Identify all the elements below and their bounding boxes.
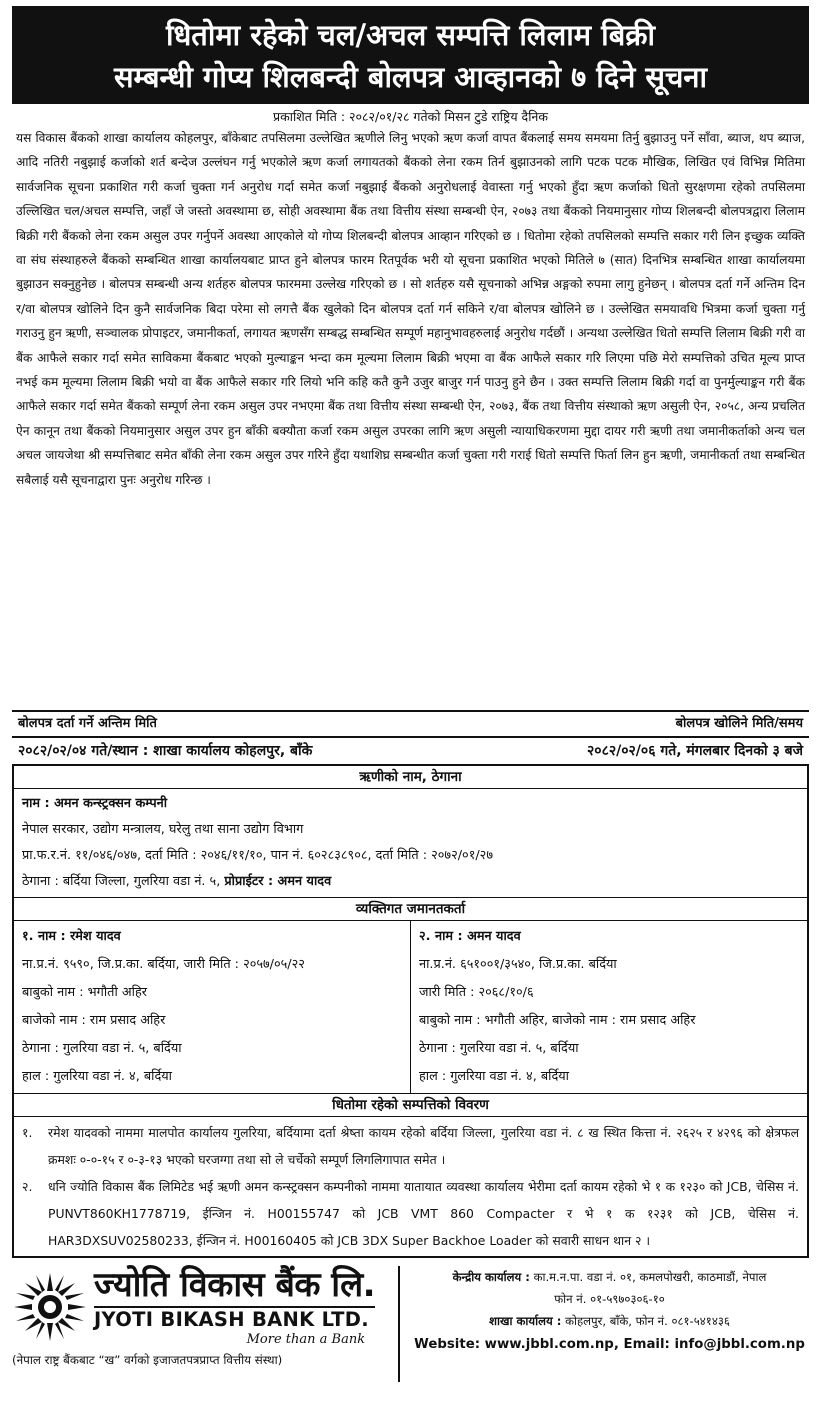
property-item-text: रमेश यादवको नाममा मालपोत कार्यालय गुलरिया, बर्दियामा दर्ता श्रेष्ता कायम रहेको बर्दिया जिल्ला, गुलरिया वडा नं. ८ ख स्थित कित्ता नं. २६२५ र ४२९६ को क्षेत्रफल क्रमशः ०-०-१५ र ०-३-१३ भएको घरजग्गा तथा सो ले चर्चेको सम्पूर्ण लिगलिगापात समेत । xyxy=(48,1125,799,1167)
guarantor-1-line-3: बाजेको नाम : राम प्रसाद अहिर xyxy=(22,1013,166,1028)
dates-labels-row xyxy=(12,712,809,738)
bank-name-english: JYOTI BIKASH BANK LTD. xyxy=(94,1306,375,1332)
borrower-details xyxy=(14,789,807,897)
branch-office-details: कोहलपुर, बाँके, फोन नं. ०८१-५४१४३६ xyxy=(565,1314,730,1328)
bank-name-block xyxy=(94,1266,375,1347)
sunburst-logo-icon xyxy=(12,1271,88,1343)
guarantors-section xyxy=(14,921,807,1093)
guarantor-1 xyxy=(14,921,411,1093)
guarantor-2-line-1: ना.प्र.नं. ६५१००१/३५४०, जि.प्र.का. बर्दिया xyxy=(419,957,617,972)
borrower-address xyxy=(22,869,799,895)
title-line-1: धितोमा रहेको चल/अचल सम्पत्ति लिलाम बिक्री xyxy=(165,18,656,52)
bank-contact xyxy=(400,1266,809,1382)
central-office-phone: फोन नं. ०१-५९७०३०६-१० xyxy=(554,1292,665,1306)
details-table xyxy=(12,764,809,1258)
guarantor-2-line-4: ठेगाना : गुलरिया वडा नं. ५, बर्दिया xyxy=(419,1041,579,1056)
property-details xyxy=(14,1117,807,1256)
property-item-text: धनि ज्योति विकास बैंक लिमिटेड भई ऋणी अमन कन्स्ट्रक्सन कम्पनीको नाममा यातायात व्यवस्था कार्यालय भेरीमा दर्ता कायम रहेको भे १ क १२३० को JCB, चेसिस नं. PUNVT860KH1778719, ईन्जिन नं. H00155747 को JCB VMT 860 Compacter र भे १ क १२३१ को JCB, चेसिस नं. HAR3DXSUV02580233, ईन्जिन नं. H00160405 को JCB 3DX Super Backhoe Loader को सवारी साधन थान २ । xyxy=(48,1179,799,1248)
opening-date-value: २०८२/०२/०६ गते, मंगलबार दिनको ३ बजे xyxy=(587,743,803,759)
property-item xyxy=(22,1173,799,1254)
property-heading: धितोमा रहेको सम्पत्तिको विवरण xyxy=(14,1093,807,1117)
license-note: (नेपाल राष्ट्र बैंकबाट “ख” वर्गको इजाजतपत्रप्राप्त वित्तीय संस्था) xyxy=(12,1353,283,1367)
bank-logo-row xyxy=(12,1266,392,1347)
guarantor-2-name: २. नाम : अमन यादव xyxy=(419,929,521,944)
bank-branding xyxy=(12,1266,400,1382)
guarantor-2-line-3: बाबुको नाम : भगौती अहिर, बाजेको नाम : राम प्रसाद अहिर xyxy=(419,1013,696,1028)
bank-name-nepali: ज्योति विकास बैंक लि. xyxy=(94,1265,376,1305)
borrower-line-2: प्रा.फ.र.नं. ११/०४६/०४७, दर्ता मिति : २०४६/११/१०, पान नं. ६०२८३८९०८, दर्ता मिति : २०७२/०१/२७ xyxy=(22,848,493,863)
borrower-heading: ऋणीको नाम, ठेगाना xyxy=(14,766,807,789)
property-item xyxy=(22,1119,799,1173)
guarantor-1-name: १. नाम : रमेश यादव xyxy=(22,929,121,944)
dates-values-row xyxy=(12,738,809,764)
guarantor-1-line-2: बाबुको नाम : भगौती अहिर xyxy=(22,985,147,1000)
title-line-2: सम्बन्धी गोप्य शिलबन्दी बोलपत्र आव्हानको ७ दिने सूचना xyxy=(113,60,708,94)
branch-office-label: शाखा कार्यालय : xyxy=(489,1314,562,1328)
property-item-number: १. xyxy=(22,1125,33,1140)
website-email: Website: www.jbbl.com.np, Email: info@jbbl.com.np xyxy=(414,1337,805,1352)
guarantor-1-line-5: हाल : गुलरिया वडा नं. ४, बर्दिया xyxy=(22,1069,172,1084)
bank-tagline: More than a Bank xyxy=(246,1332,366,1347)
bid-dates xyxy=(12,710,809,764)
guarantor-2-line-5: हाल : गुलरिया वडा नं. ४, बर्दिया xyxy=(419,1069,569,1084)
property-item-number: २. xyxy=(22,1179,33,1194)
registration-deadline-value: २०८२/०२/०४ गते/स्थान : शाखा कार्यालय कोहलपुर, बाँके xyxy=(18,743,313,759)
guarantor-2-line-2: जारी मिति : २०६८/१०/६ xyxy=(419,985,534,1000)
borrower-line-1: नेपाल सरकार, उद्योग मन्त्रालय, घरेलु तथा साना उद्योग विभाग xyxy=(22,822,304,837)
notice-body: यस विकास बैंकको शाखा कार्यालय कोहलपुर, बाँकेबाट तपसिलमा उल्लेखित ऋणीले लिनु भएको ऋण कर्जा वापत बैंकलाई समय समयमा तिर्नु बुझाउनु पर्ने साँवा, ब्याज, थप ब्याज, आदि नतिरी नबुझाई कर्जाको शर्त बन्देज उल्लंघन गर्नु भएकोले ऋण कर्जा लगायतको बैंकको लेना रकम तिर्न बुझाउनको लागि पटक पटक मौखिक, लिखित एवं विभिन्न मितिमा सार्वजनिक सूचना प्रकाशित गरी कर्जा चुक्ता गर्न अनुरोध गर्दा समेत कर्जा नबुझाई बैंकको अनुरोधलाई वेवास्ता गर्नु भएको हुँदा ऋण कर्जाको धितो सुरक्षणमा रहेको तपसिलमा उल्लिखित चल/अचल सम्पत्ति, जहाँ जे जस्तो अवस्थामा छ, सोही अवस्थामा बैंक तथा वित्तीय संस्था सम्बन्धी ऐन, २०७३ तथा बैंकको नियमानुसार गोप्य शिलबन्दी बोलपत्रद्वारा लिलाम बिक्री गरी बैंकको लेना रकम असुल उपर गर्नुपर्ने अवस्था आएकोले यो गोप्य शिलबन्दी बोलपत्र आव्हान गरिएको छ । धितोमा रहेको तपसिलको सम्पत्ति सकार गरी लिन इच्छुक व्यक्ति वा संघ संस्थाहरुले बैंकको सम्बन्धित शाखा कार्यालयबाट प्राप्त हुने बोलपत्र फारम रितपूर्वक भरी यो सूचना प्रकाशित भएको मितिले ७ (सात) दिनभित्र सम्बन्धित शाखा कार्यालयमा बुझाउन सक्नुहुनेछ । बोलपत्र सम्बन्धी अन्य शर्तहरु बोलपत्र फारममा उल्लेख गरिएको छ । सो शर्तहरु यसै सूचनाको अभिन्न अङ्गको रुपमा लागु हुनेछन् । बोलपत्र दर्ता गर्ने अन्तिम दिन र/वा बोलपत्र खोलिने दिन कुनै सार्वजनिक बिदा परेमा सो लगत्तै बैंक खुलेको दिन बोलपत्र दर्ता गर्न सकिने र/वा बोलपत्र खोलिने छ । उल्लेखित समयावधि भित्रमा कर्जा चुक्ता गर्नु गराउनु हुन ऋणी, सञ्चालक प्रोपाइटर, जमानीकर्ता, लगायत ऋणसँग सम्बद्ध सम्बन्धित सम्पूर्ण महानुभावहरुलाई अनुरोध गर्दछौं । अन्यथा उल्लेखित धितो सम्पत्ति लिलाम बिक्री गरी वा बैंक आफैले सकार गर्दा समेत साविकमा बैंकबाट भएको मुल्याङ्कन भन्दा कम मूल्यमा लिलाम बिक्री भएमा वा बैंक आफैले सकार गरि लिएमा पछि मेरो सम्पत्तिको उचित मूल्य प्राप्त नभई कम मूल्यमा लिलाम बिक्री भयो वा बैंक आफैले सकार गरि लियो भनि कहि कतै कुनै उजुर बाजुर गर्न पाउनु हुने छैन । उक्त सम्पत्ति लिलाम बिक्री गर्दा वा पुनर्मुल्याङ्कन गरी बैंक आफैले सकार गर्दा समेत बैंकको सम्पूर्ण लेना रकम असुल उपर नभएमा बैंक तथा वित्तीय संस्था सम्बन्धी ऐन, २०७३, बैंक तथा वित्तीय संस्थाको ऋण असुली ऐन, २०५८, अन्य प्रचलित ऐन कानून तथा बैंकको नियमानुसार असुल उपर हुन बाँकी बक्यौता कर्जा रकम असुल उपरका लागि ऋण असुली न्यायाधिकरणमा मुद्दा दायर गरी ऋणी तथा जमानीकर्ताको अन्य चल अचल जायजेथा श्री सम्पत्तिबाट समेत बाँकी लेना रकम असुल उपर गरिने हुँदा यथाशिघ्र सम्बन्धीत कर्जा चुक्ता गरी गराई धितो सम्पत्ति फिर्ता लिन हुन ऋणी, जमानीकर्ता तथा सम्बन्धित सबैलाई यसै सूचनाद्वारा पुनः अनुरोध गरिन्छ । xyxy=(16,131,805,487)
borrower-name: नाम : अमन कन्स्ट्रक्सन कम्पनी xyxy=(22,796,168,811)
branch-office xyxy=(410,1310,809,1332)
notice-title-banner xyxy=(12,6,809,104)
bank-footer xyxy=(12,1266,809,1382)
registration-deadline-label: बोलपत्र दर्ता गर्ने अन्तिम मिति xyxy=(18,716,157,731)
guarantors-heading: व्यक्तिगत जमानतकर्ता xyxy=(14,897,807,921)
opening-date-label: बोलपत्र खोलिने मिति/समय xyxy=(675,716,803,731)
borrower-proprietor: प्रोप्राईटर : अमन यादव xyxy=(224,874,332,889)
central-office-label: केन्द्रीय कार्यालय : xyxy=(452,1270,530,1284)
guarantor-2 xyxy=(411,921,807,1093)
borrower-address-text: ठेगाना : बर्दिया जिल्ला, गुलरिया वडा नं. ५, xyxy=(22,874,221,889)
central-office-address: का.म.न.पा. वडा नं. ०१, कमलपोखरी, काठमाडौं, नेपाल xyxy=(533,1270,767,1284)
central-office xyxy=(410,1266,809,1288)
guarantor-1-line-4: ठेगाना : गुलरिया वडा नं. ५, बर्दिया xyxy=(22,1041,182,1056)
guarantor-1-line-1: ना.प्र.नं. ९५९०, जि.प्र.का. बर्दिया, जारी मिति : २०५७/०५/२२ xyxy=(22,957,305,972)
published-date: प्रकाशित मिति : २०८२/०१/२८ गतेको मिसन टुडे राष्ट्रिय दैनिक xyxy=(273,109,548,124)
